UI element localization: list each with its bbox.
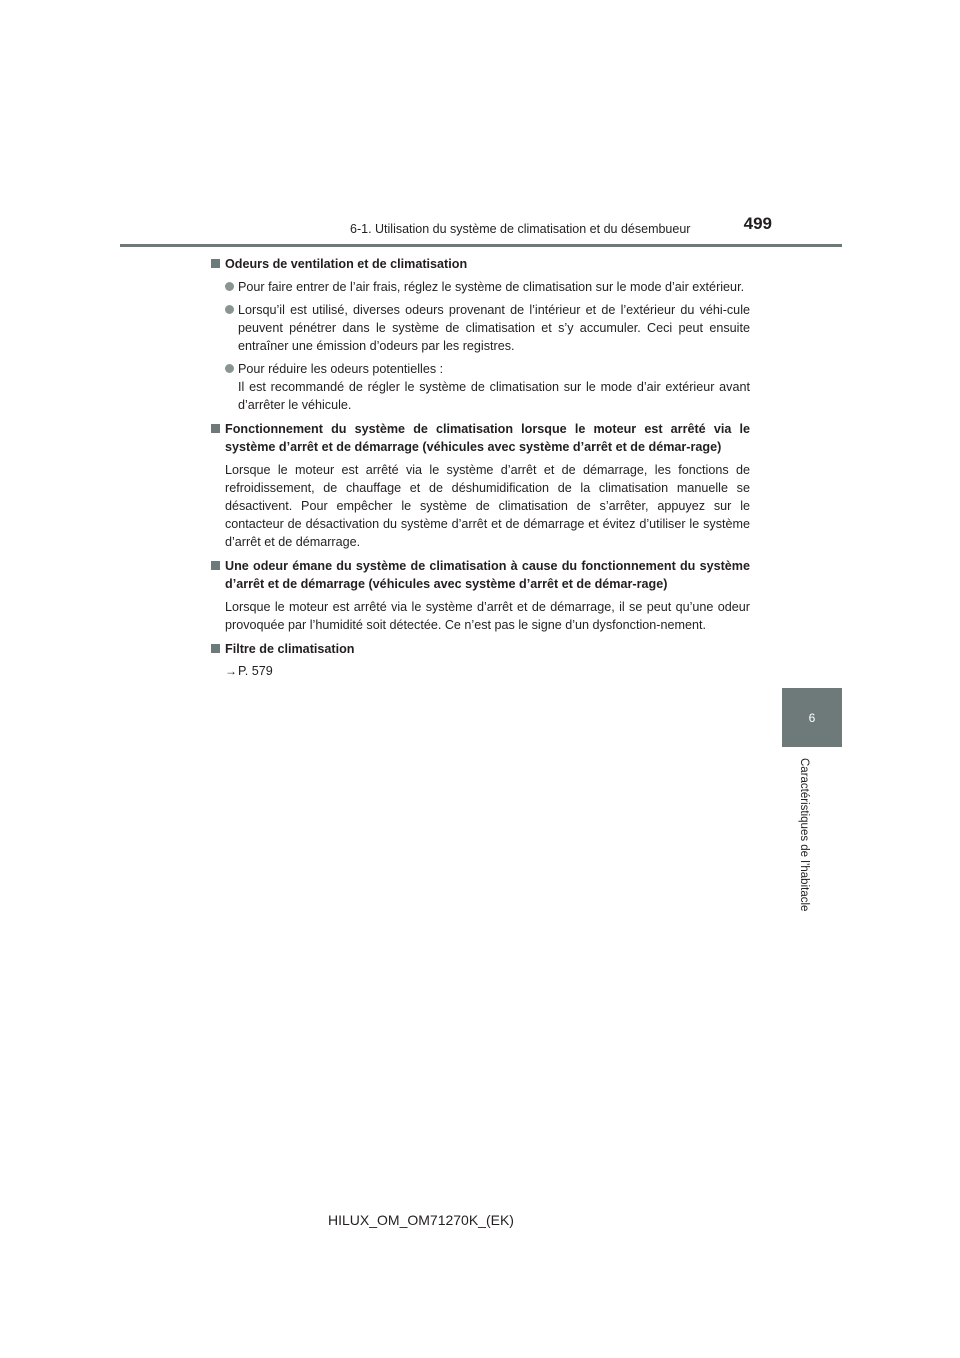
square-bullet-icon (211, 561, 220, 570)
page-number: 499 (743, 214, 772, 233)
header-rule (120, 244, 842, 247)
circle-bullet-icon (225, 364, 234, 373)
section-ventilation-odors (211, 255, 750, 414)
list-item (211, 301, 750, 355)
section-stop-start-operation (211, 420, 750, 551)
list-item-text: Pour réduire les odeurs potentielles : (238, 362, 444, 376)
section-ac-filter (211, 640, 750, 680)
page-content (211, 255, 750, 686)
page-reference-text: P. 579 (238, 664, 273, 678)
circle-bullet-icon (225, 305, 234, 314)
list-item-text: Lorsqu’il est utilisé, diverses odeurs provenant de l’intérieur et de l’extérieur du véhi-cule peuvent pénétrer dans le système de climatisation et s’y accumuler. Ceci peut ensuite entraîner une émission d’odeurs par les registres. (238, 303, 750, 353)
section-paragraph: Lorsque le moteur est arrêté via le système d’arrêt et de démarrage, les fonctions de refroidissement, de chauffage et de déshumidification de la climatisation manuelle se désactivent. Pour empêcher le système de climatisation de s’arrêter, appuyez sur le contacteur de désactivation du système d’arrêt et de démarrage et évitez d’utiliser le système d’arrêt et de démarrage. (225, 463, 750, 549)
square-bullet-icon (211, 644, 220, 653)
list-item-text-continued: Il est recommandé de régler le système de climatisation sur le mode d’air extérieur avant d’arrêter le véhicule. (238, 380, 750, 412)
section-heading (211, 557, 750, 593)
section-heading (211, 420, 750, 456)
list-item (211, 360, 750, 414)
chapter-tab[interactable] (782, 688, 842, 747)
section-heading (211, 255, 750, 273)
chapter-title: Caractéristiques de l’habitacle (798, 758, 810, 912)
section-heading-text: Odeurs de ventilation et de climatisation (225, 257, 468, 271)
arrow-right-icon: → (225, 664, 237, 678)
page-reference-link[interactable] (211, 662, 750, 680)
square-bullet-icon (211, 259, 220, 268)
list-item (211, 278, 750, 296)
section-heading (211, 640, 750, 658)
header-section-title: 6-1. Utilisation du système de climatisation et du désembueur (350, 222, 691, 236)
chapter-number: 6 (808, 710, 816, 725)
square-bullet-icon (211, 424, 220, 433)
footer-document-id: HILUX_OM_OM71270K_(EK) (328, 1212, 514, 1228)
section-heading-text: Fonctionnement du système de climatisation lorsque le moteur est arrêté via le système d’arrêt et de démarrage (véhicules avec système d’arrêt et de démar-rage) (225, 422, 750, 454)
circle-bullet-icon (225, 282, 234, 291)
section-paragraph: Lorsque le moteur est arrêté via le système d’arrêt et de démarrage, il se peut qu’une odeur provoquée par l’humidité soit détectée. Ce n’est pas le signe d’un dysfonction-nement. (225, 600, 750, 632)
section-stop-start-odor (211, 557, 750, 634)
section-heading-text: Filtre de climatisation (225, 642, 355, 656)
list-item-text: Pour faire entrer de l’air frais, réglez le système de climatisation sur le mode d’air extérieur. (238, 280, 745, 294)
section-heading-text: Une odeur émane du système de climatisation à cause du fonctionnement du système d’arrêt et de démarrage (véhicules avec système d’arrêt et de démar-rage) (225, 559, 750, 591)
